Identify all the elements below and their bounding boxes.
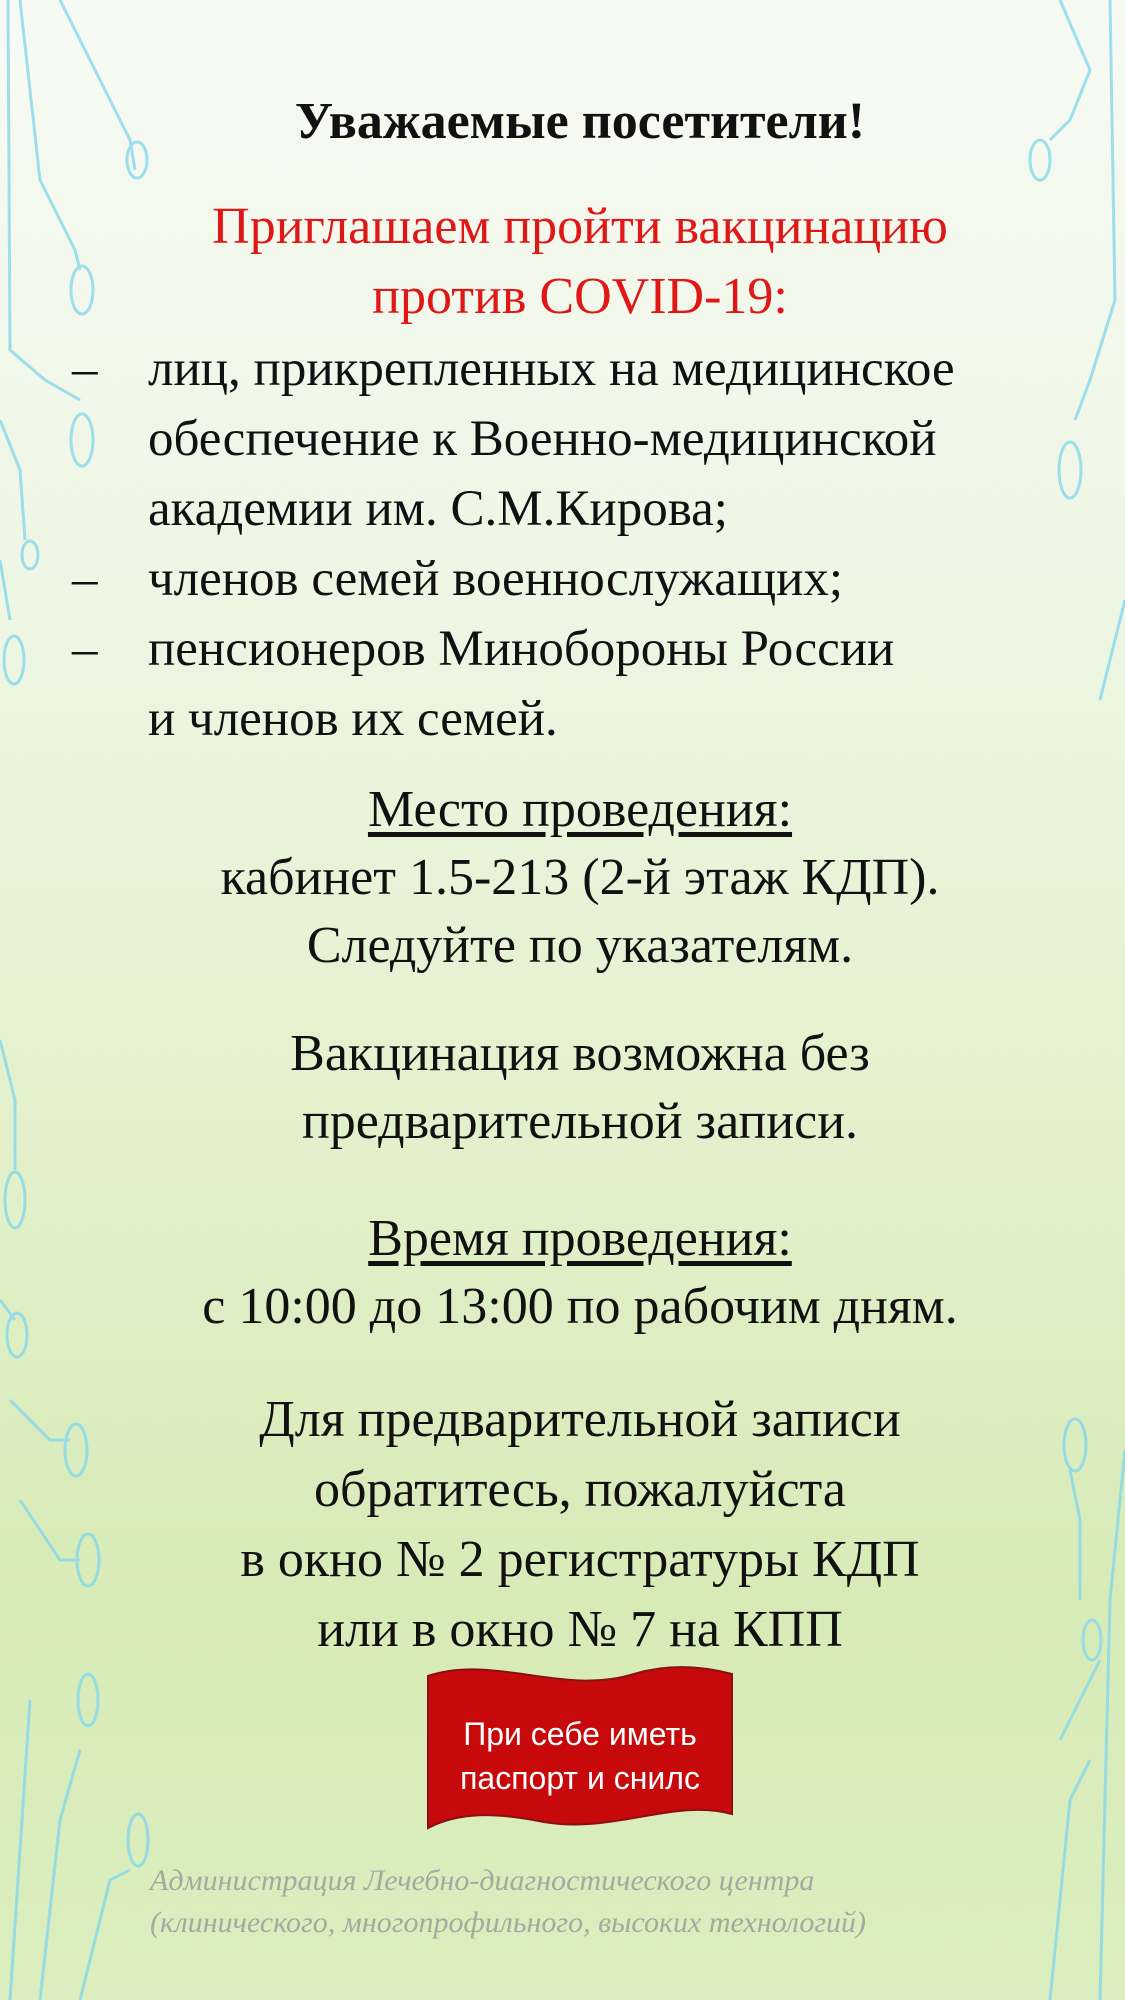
invitation-line: против COVID-19: (372, 268, 788, 325)
list-item (72, 614, 1125, 754)
list-item-line: академии им. С.М.Кирова; (148, 481, 728, 537)
venue-section (0, 776, 1125, 980)
list-item (72, 544, 1125, 614)
greeting-heading: Уважаемые посетители! (294, 93, 866, 150)
list-item (72, 334, 1125, 544)
reminder-line: паспорт и снилс (460, 1760, 700, 1796)
appointment-line: или в окно № 7 на КПП (317, 1601, 843, 1658)
dash-marker: – (72, 551, 98, 607)
schedule-hours: с 10:00 до 13:00 по рабочим дням. (202, 1278, 958, 1335)
schedule-heading: Время проведения: (368, 1210, 792, 1267)
venue-heading: Место проведения: (367, 781, 793, 838)
footer-line: (клинического, многопрофильного, высоких технологий) (150, 1906, 867, 1939)
administration-signature (150, 1860, 1110, 1944)
vaccination-invitation (0, 192, 1125, 332)
invitation-line: Приглашаем пройти вакцинацию (212, 198, 948, 255)
dash-marker: – (72, 621, 98, 677)
walk-in-line: Вакцинация возможна без (290, 1025, 870, 1082)
walk-in-note (0, 1020, 1125, 1156)
dash-marker: – (72, 341, 98, 397)
list-item-line: пенсионеров Минобороны России (148, 621, 895, 677)
appointment-line: Для предварительной записи (259, 1391, 901, 1448)
schedule-section (0, 1205, 1125, 1341)
footer-line: Администрация Лечебно-диагностического центра (150, 1864, 815, 1897)
appointment-line: обратитесь, пожалуйста (314, 1461, 846, 1518)
eligible-groups-list (72, 334, 1125, 754)
list-item-line: лиц, прикрепленных на медицинское (148, 341, 955, 397)
list-item-line: обеспечение к Военно-медицинской (148, 411, 937, 467)
appointment-line: в окно № 2 регистратуры КДП (240, 1531, 920, 1588)
reminder-line: При себе иметь (463, 1716, 697, 1752)
walk-in-line: предварительной записи. (301, 1093, 859, 1150)
appointment-info (0, 1385, 1125, 1665)
list-item-line: и членов их семей. (148, 691, 558, 747)
venue-room: кабинет 1.5-213 (2-й этаж КДП). (220, 849, 940, 906)
documents-reminder (424, 1712, 736, 1800)
list-item-line: членов семей военнослужащих; (148, 551, 844, 607)
venue-directions: Следуйте по указателям. (306, 917, 854, 974)
